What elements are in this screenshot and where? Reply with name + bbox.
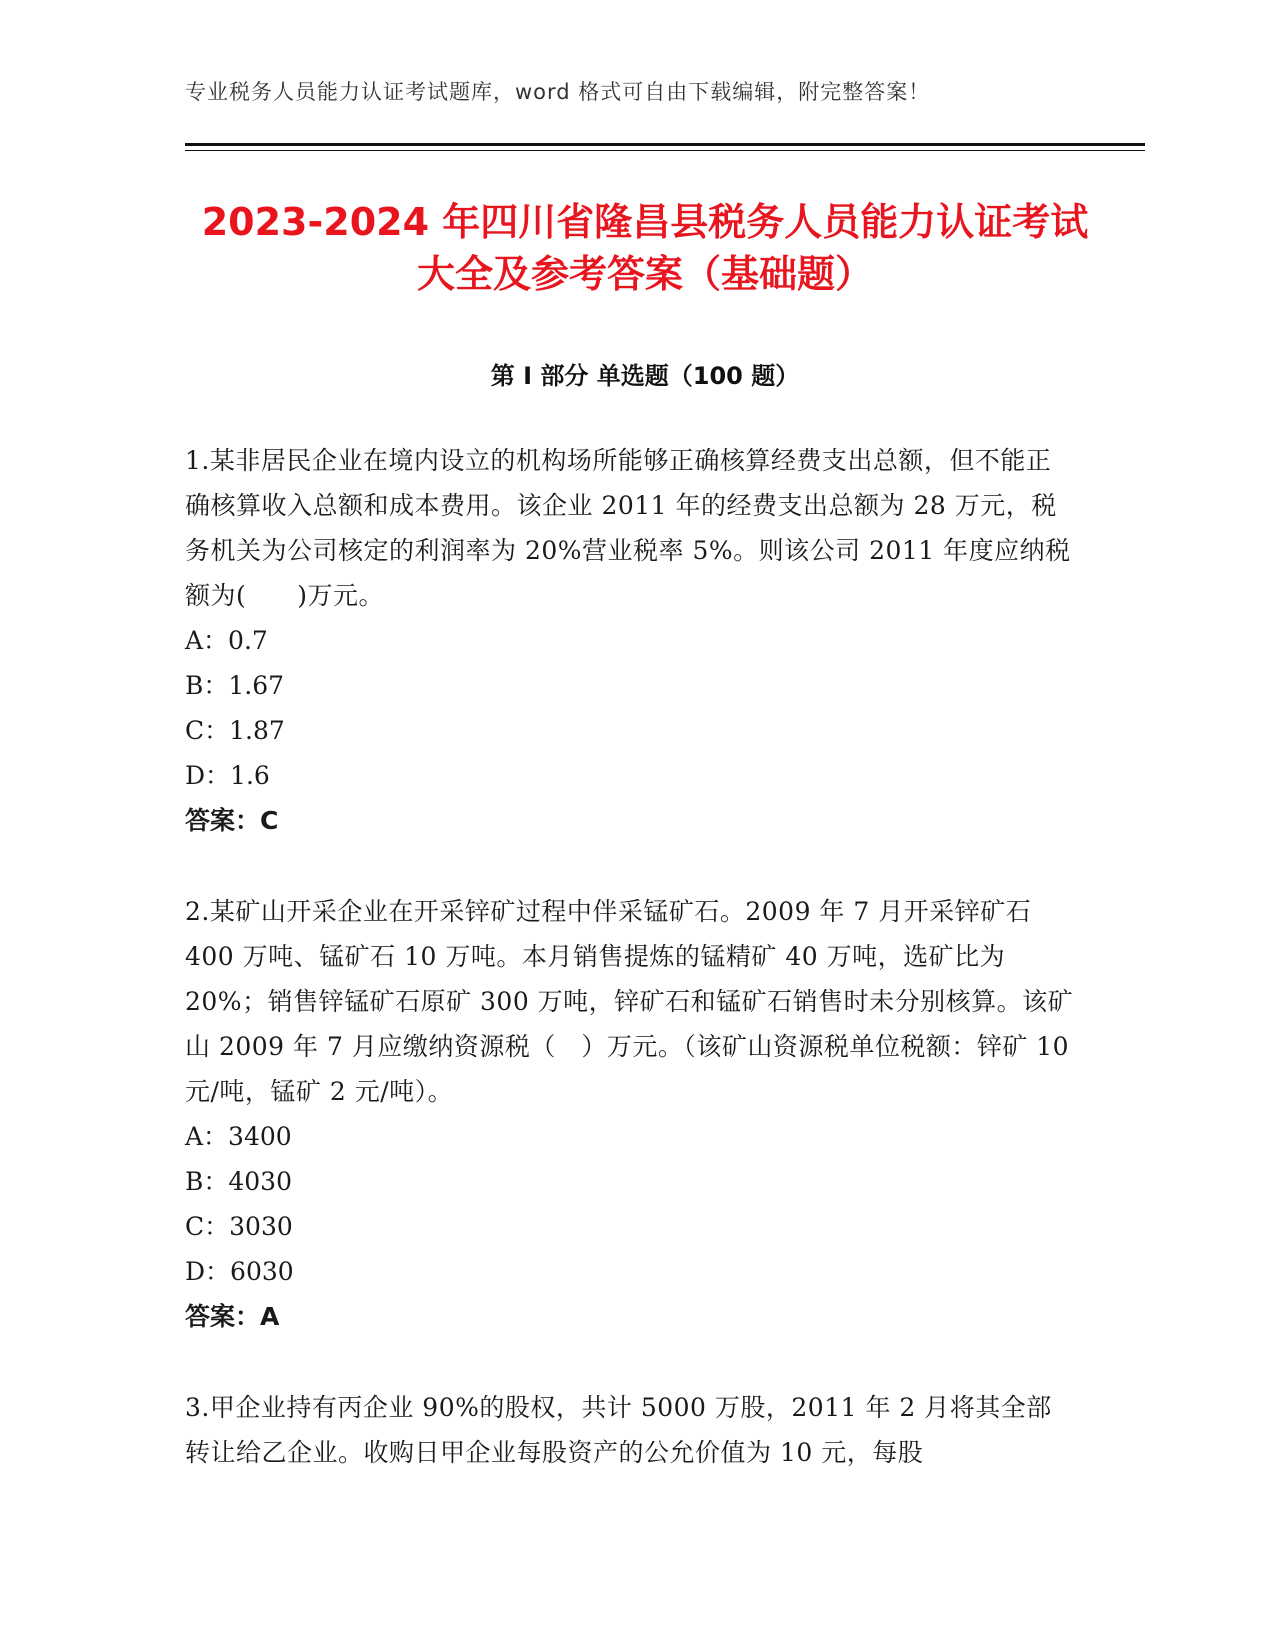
header-note: 专业税务人员能力认证考试题库，word 格式可自由下载编辑，附完整答案！	[185, 80, 931, 104]
question-stem: 3.甲企业持有丙企业 90%的股权，共计 5000 万股，2011 年 2 月将其全部转让给乙企业。收购日甲企业每股资产的公允价值为 10 元，每股	[185, 1393, 1052, 1467]
question-list	[185, 438, 1075, 1521]
answer: 答案：C	[185, 806, 279, 835]
option-b: B：4030	[185, 1167, 292, 1196]
option-a: A：3400	[185, 1122, 292, 1151]
header-divider-thin	[185, 150, 1145, 151]
question-stem: 2.某矿山开采企业在开采锌矿过程中伴采锰矿石。2009 年 7 月开采锌矿石 400 万吨、锰矿石 10 万吨。本月销售提炼的锰精矿 40 万吨，选矿比为 20%；销售锌锰矿石原矿 300 万吨，锌矿石和锰矿石销售时未分别核算。该矿山 2009 年 7 月应缴纳资源税（ ）万元。（该矿山资源税单位税额：锌矿 10 元/吨，锰矿 2 元/吨）。	[185, 897, 1074, 1106]
option-d: D：6030	[185, 1257, 294, 1286]
header-divider-thick	[185, 143, 1145, 146]
option-c: C：3030	[185, 1212, 293, 1241]
option-c: C：1.87	[185, 716, 285, 745]
question-1	[185, 438, 1075, 843]
document-title: 2023-2024 年四川省隆昌县税务人员能力认证考试大全及参考答案（基础题）	[201, 200, 1089, 296]
option-a: A：0.7	[185, 626, 268, 655]
option-d: D：1.6	[185, 761, 270, 790]
answer: 答案：A	[185, 1302, 280, 1331]
question-stem: 1.某非居民企业在境内设立的机构场所能够正确核算经费支出总额，但不能正确核算收入总额和成本费用。该企业 2011 年的经费支出总额为 28 万元，税务机关为公司核定的利润率为 20%营业税率 5%。则该公司 2011 年度应纳税额为( )万元。	[185, 446, 1071, 610]
section-heading: 第 I 部分 单选题（100 题）	[490, 362, 800, 390]
question-3	[185, 1385, 1075, 1475]
option-b: B：1.67	[185, 671, 285, 700]
question-2	[185, 889, 1075, 1339]
